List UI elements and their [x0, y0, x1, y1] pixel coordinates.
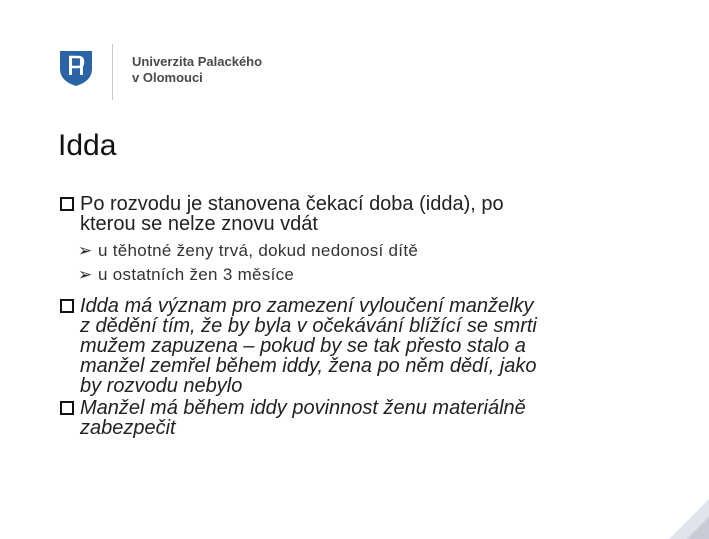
bullet-2-line-4: manžel zemřel během iddy, žena po něm dědí, jako	[80, 355, 537, 377]
bullet-1-line-2: kterou se nelze znovu vdát	[80, 213, 318, 235]
upol-crest-icon	[56, 49, 96, 87]
bullet-item-3	[60, 398, 700, 438]
sub-bullet-1	[60, 240, 700, 262]
bullet-1-line-1: Po rozvodu je stanovena čekací doba (idda), po	[80, 193, 504, 215]
checkbox-bullet-icon	[60, 401, 74, 415]
university-name	[132, 54, 262, 86]
bullet-3-line-1: Manžel má během iddy povinnost ženu materiálně	[80, 397, 526, 419]
arrow-bullet-icon: ➢	[78, 265, 93, 284]
corner-decoration-icon	[649, 479, 709, 539]
checkbox-bullet-icon	[60, 299, 74, 313]
bullet-2-line-1: Idda má význam pro zamezení vyloučení manželky	[80, 295, 534, 317]
sub-bullet-1-text: u těhotné ženy trvá, dokud nedonosí dítě	[98, 241, 419, 260]
bullet-item-2	[60, 296, 700, 396]
university-logo	[56, 42, 296, 102]
slide-title: Idda	[58, 129, 117, 162]
bullet-2-line-3: mužem zapuzena – pokud by se tak přesto stalo a	[80, 335, 526, 357]
university-name-line1: Univerzita Palackého	[132, 54, 263, 69]
logo-divider	[112, 44, 113, 100]
slide-content	[60, 194, 700, 438]
arrow-bullet-icon: ➢	[78, 241, 93, 260]
bullet-2-line-2: z dědění tím, že by byla v očekávání blížící se smrti	[80, 315, 537, 337]
checkbox-bullet-icon	[60, 197, 74, 211]
sub-bullet-2	[60, 264, 700, 286]
bullet-item-1	[60, 194, 700, 234]
university-name-line2: v Olomouci	[132, 70, 203, 85]
bullet-2-line-5: by rozvodu nebylo	[80, 375, 243, 397]
bullet-3-line-2: zabezpečit	[80, 417, 176, 439]
sub-bullet-2-text: u ostatních žen 3 měsíce	[98, 265, 295, 284]
